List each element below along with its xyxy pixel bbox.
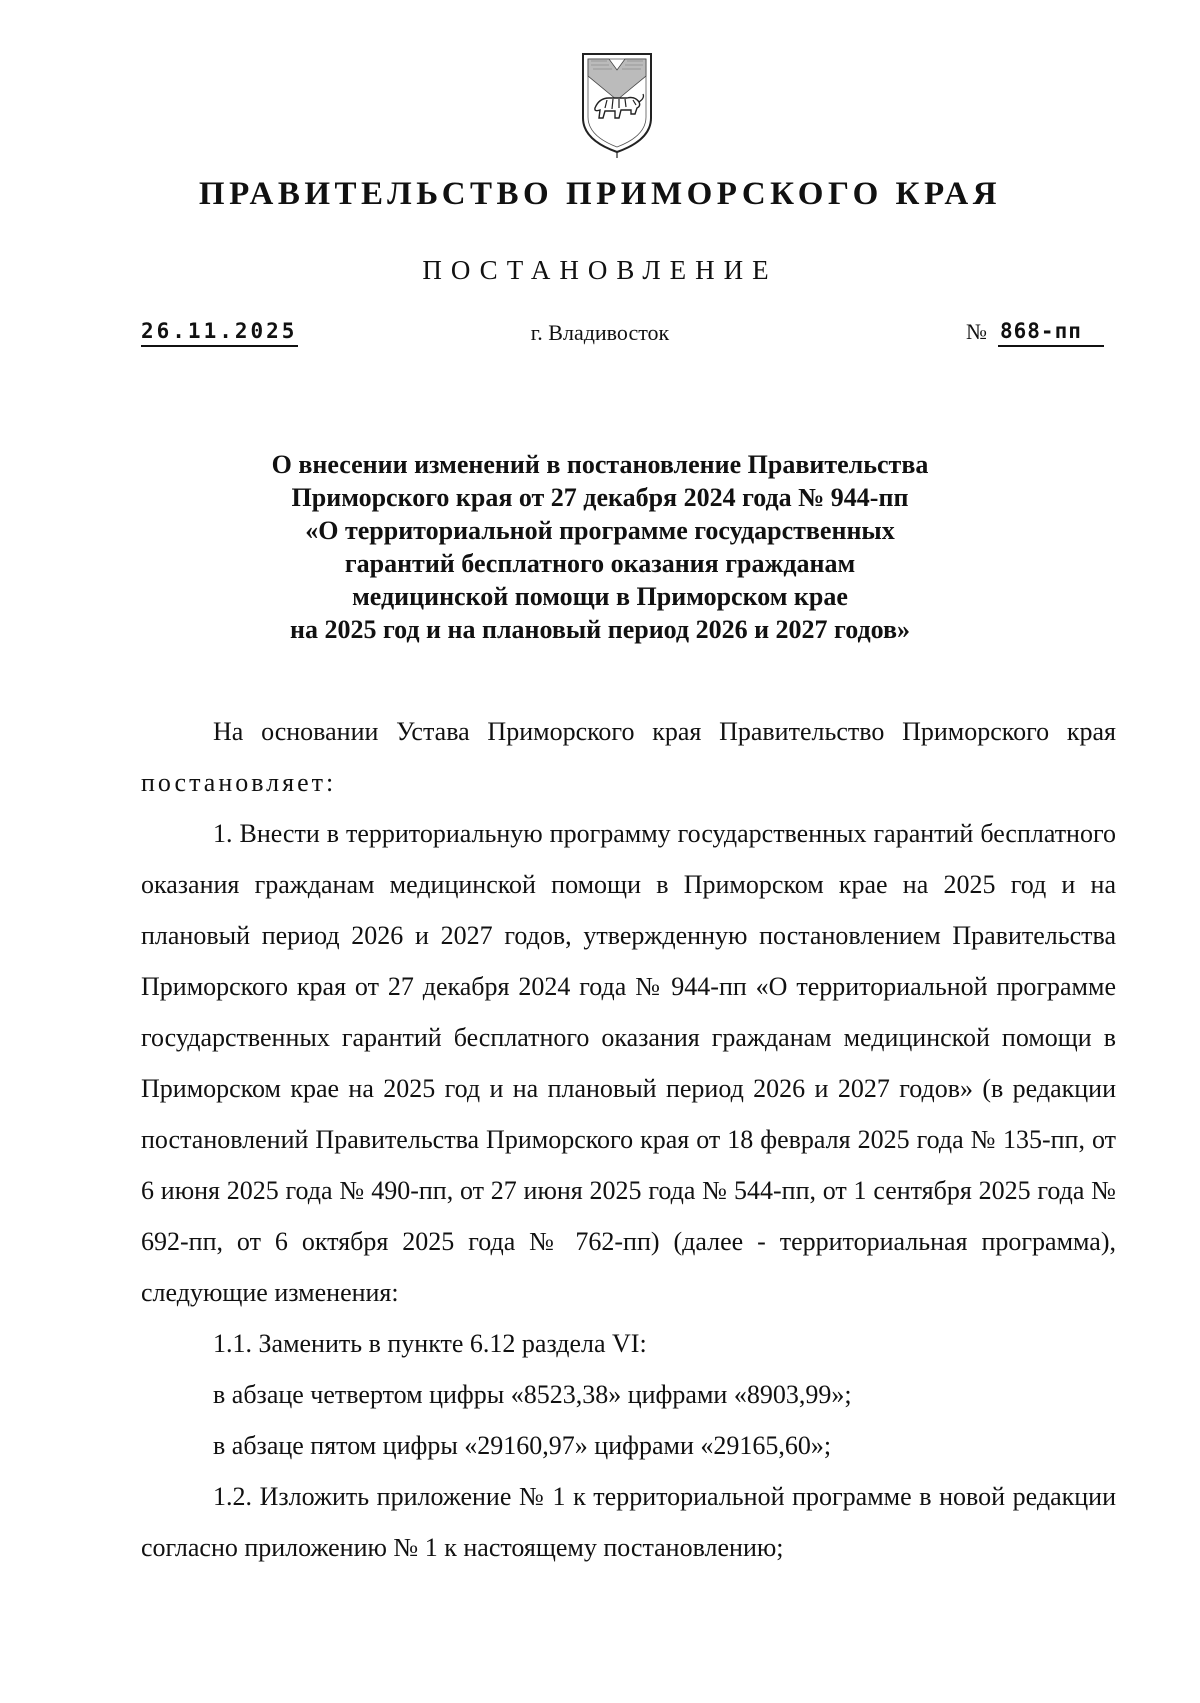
document-city: г. Владивосток [530,320,670,345]
paragraph-1-1: 1.1. Заменить в пункте 6.12 раздела VI: [213,1329,647,1358]
document-date: 26.11.2025 [141,319,298,343]
intro-decree-word: постановляет: [141,768,337,797]
subject-line: О внесении изменений в постановление Правительства [271,450,929,479]
document-subject [0,448,1200,646]
subject-line: «О территориальной программе государственных [305,516,895,545]
subject-line: медицинской помощи в Приморском крае [352,582,848,611]
government-title: ПРАВИТЕЛЬСТВО ПРИМОРСКОГО КРАЯ [198,176,1002,212]
subject-line: на 2025 год и на плановый период 2026 и 2027 годов» [289,615,911,644]
paragraph-1-1-b: в абзаце пятом цифры «29160,97» цифрами «29165,60»; [213,1431,832,1460]
document-number: 868-пп [1000,319,1082,343]
intro-paragraph [141,706,1116,808]
coat-of-arms-emblem [579,48,655,158]
paragraph-1-2: 1.2. Изложить приложение № 1 к территориальной программе в новой редакции согласно приложению № 1 к настоящему постановлению; [141,1482,1116,1562]
intro-text: На основании Устава Приморского края Правительство Приморского края [213,717,1116,746]
paragraph-1-1-a: в абзаце четвертом цифры «8523,38» цифрами «8903,99»; [213,1380,852,1409]
document-kind: ПОСТАНОВЛЕНИЕ [422,255,778,285]
number-sign: № [966,319,987,344]
number-underline [998,345,1104,347]
document-body [141,706,1116,1573]
subject-line: Приморского края от 27 декабря 2024 года № 944-пп [291,483,909,512]
subject-line: гарантий бесплатного оказания гражданам [344,549,856,578]
paragraph-1: 1. Внести в территориальную программу государственных гарантий бесплатного оказания гражданам медицинской помощи в Приморском крае на 2025 год и на плановый период 2026 и 2027 годов, утвержденную постановлением Правительства Приморского края от 27 декабря 2024 года № 944-пп «О территориальной программе государственных гарантий бесплатного оказания гражданам медицинской помощи в Приморском крае на 2025 год и на плановый период 2026 и 2027 годов» (в редакции постановлений Правительства Приморского края от 18 февраля 2025 года № 135-пп, от 6 июня 2025 года № 490-пп, от 27 июня 2025 года № 544-пп, от 1 сентября 2025 года № 692-пп, от 6 октября 2025 года № 762-пп) (далее - территориальная программа), следующие изменения: [141,819,1116,1307]
